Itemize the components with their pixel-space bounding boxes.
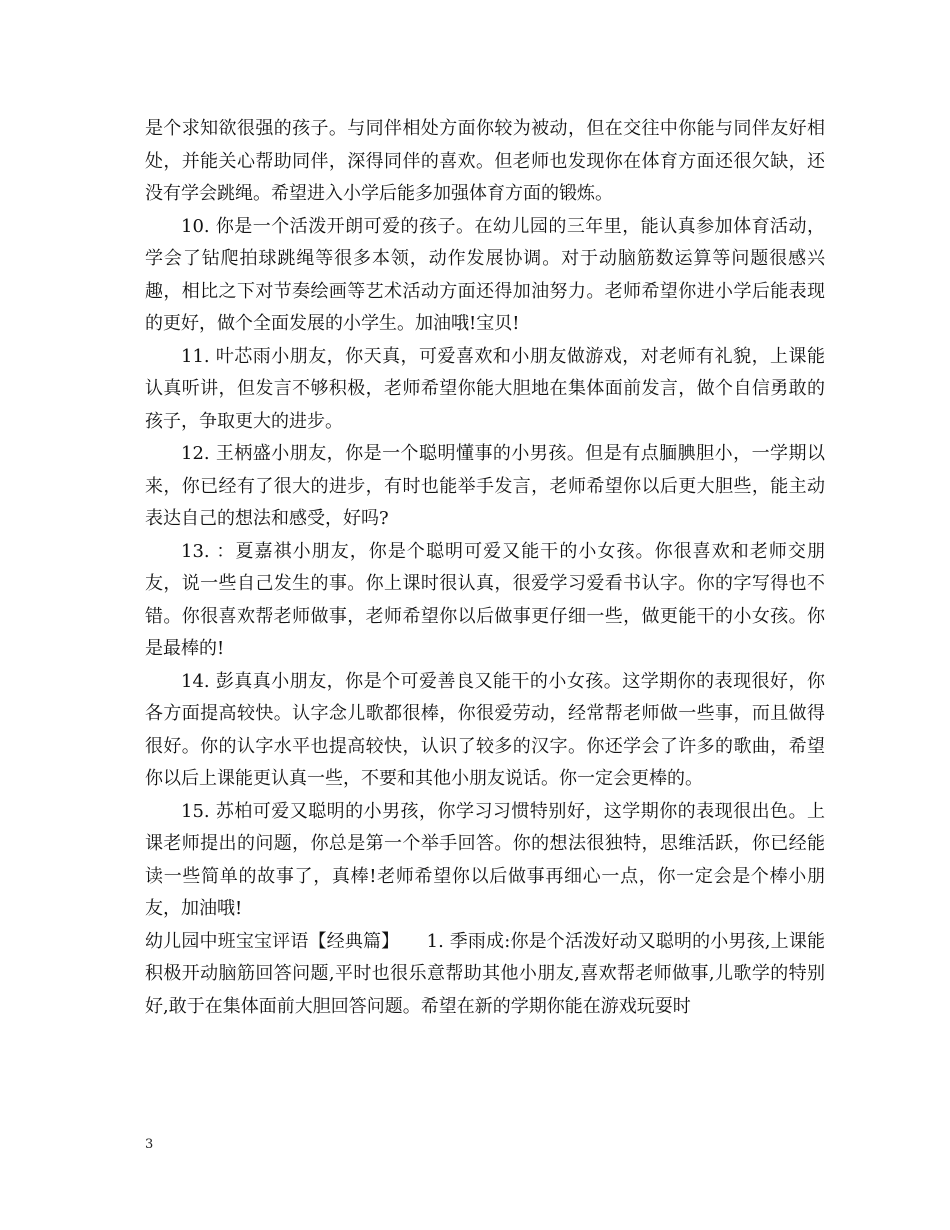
paragraph-comment-11: 11. 叶芯雨小朋友，你天真，可爱喜欢和小朋友做游戏，对老师有礼貌，上课能认真听讲，但发言不够积极，老师希望你能大胆地在集体面前发言，做个自信勇敢的孩子，争取更大的进步。 [145,345,825,432]
paragraph-comment-13: 13. ：夏嘉祺小朋友，你是个聪明可爱又能干的小女孩。你很喜欢和老师交朋友，说一些自己发生的事。你上课时很认真，很爱学习爱看书认字。你的字写得也不错。你很喜欢帮老师做事，老师希望你以后做事更仔细一些，做更能干的小女孩。你是最棒的! [145,540,825,659]
paragraph-continuation: 是个求知欲很强的孩子。与同伴相处方面你较为被动，但在交往中你能与同伴友好相处，并能关心帮助同伴，深得同伴的喜欢。但老师也发现你在体育方面还很欠缺，还没有学会跳绳。希望进入小学后能多加强体育方面的锻炼。 [145,118,825,204]
paragraph-comment-12: 12. 王柄盛小朋友，你是一个聪明懂事的小男孩。但是有点腼腆胆小，一学期以来，你已经有了很大的进步，有时也能举手发言，老师希望你以后更大胆些，能主动表达自己的想法和感受，好吗? [145,443,825,529]
paragraph-section-heading: 幼儿园中班宝宝评语【经典篇】 1. 季雨成:你是个活泼好动又聪明的小男孩,上课能积极开动脑筋回答问题,平时也很乐意帮助其他小朋友,喜欢帮老师做事,儿歌学的特别好,敢于在集体面前大胆回答问题。希望在新的学期你能在游戏玩耍时 [145,930,825,1017]
document-body [145,113,825,1023]
paragraph-comment-14: 14. 彭真真小朋友，你是个可爱善良又能干的小女孩。这学期你的表现很好，你各方面提高较快。认字念儿歌都很棒，你很爱劳动，经常帮老师做一些事，而且做得很好。你的认字水平也提高较快，认识了较多的汉字。你还学会了许多的歌曲，希望你以后上课能更认真一些，不要和其他小朋友说话。你一定会更棒的。 [145,670,825,789]
page-number: 3 [145,1137,154,1152]
paragraph-comment-15: 15. 苏柏可爱又聪明的小男孩，你学习习惯特别好，这学期你的表现很出色。上课老师提出的问题，你总是第一个举手回答。你的想法很独特，思维活跃，你已经能读一些简单的故事了，真棒!老师希望你以后做事再细心一点，你一定会是个棒小朋友，加油哦! [145,800,825,919]
paragraph-comment-10: 10. 你是一个活泼开朗可爱的孩子。在幼儿园的三年里，能认真参加体育活动，学会了钻爬拍球跳绳等很多本领，动作发展协调。对于动脑筋数运算等问题很感兴趣，相比之下对节奏绘画等艺术活动方面还得加油努力。老师希望你进小学后能表现的更好，做个全面发展的小学生。加油哦!宝贝! [145,215,825,334]
